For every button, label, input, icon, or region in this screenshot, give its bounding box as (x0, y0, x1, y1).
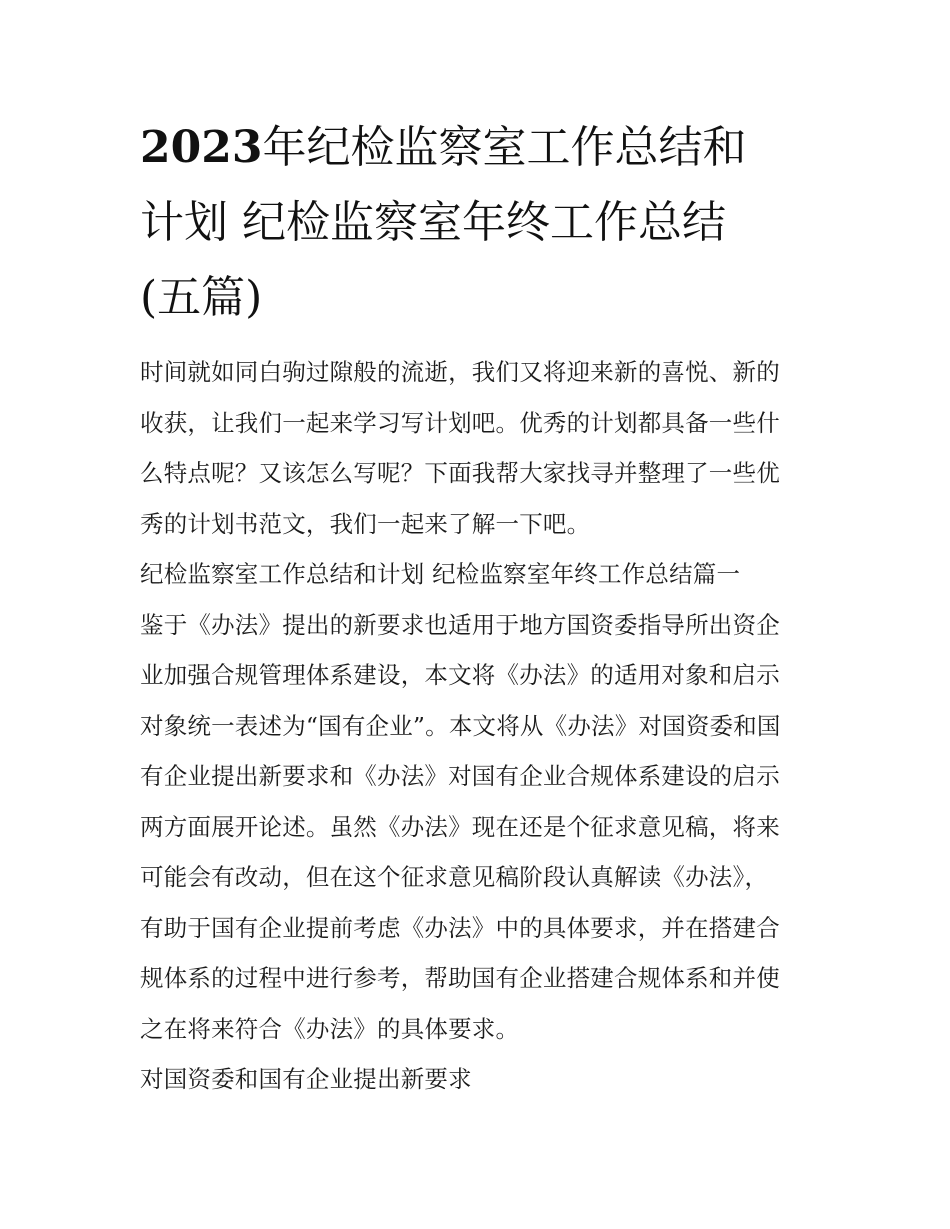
document-body (140, 347, 812, 1105)
body-line: 对象统一表述为“国有企业”。本文将从《办法》对国资委和国 (140, 711, 781, 740)
body-line: 业加强合规管理体系建设，本文将《办法》的适用对象和启示 (140, 661, 780, 689)
intro-line: 么特点呢？又该怎么写呢？下面我帮大家找寻并整理了一些优 (140, 459, 780, 487)
title-year: 2023 (140, 122, 263, 173)
intro-line: 收获，让我们一起来学习写计划吧。优秀的计划都具备一些什 (140, 408, 780, 437)
subheading: 对国资委和国有企业提出新要求 (140, 1065, 472, 1093)
document-title (140, 110, 812, 335)
intro-line: 秀的计划书范文，我们一起来了解一下吧。 (140, 509, 591, 538)
title-line-1 (140, 110, 812, 185)
body-line: 规体系的过程中进行参考，帮助国有企业搭建合规体系和并使 (140, 964, 780, 992)
intro-line: 时间就如同白驹过隙般的流逝，我们又将迎来新的喜悦、新的 (140, 358, 780, 386)
section-heading: 纪检监察室工作总结和计划 纪检监察室年终工作总结篇一 (140, 560, 741, 588)
title-line-2: 计划 纪检监察室年终工作总结 (140, 197, 726, 248)
title-line-3: (五篇) (140, 272, 263, 323)
body-line: 有助于国有企业提前考虑《办法》中的具体要求，并在搭建合 (140, 913, 780, 942)
document-page (140, 110, 812, 1105)
title-line-1-rest: 年纪检监察室工作总结和 (262, 122, 747, 173)
body-line: 可能会有改动，但在这个征求意见稿阶段认真解读《办法》， (140, 863, 769, 891)
body-line: 鉴于《办法》提出的新要求也适用于地方国资委指导所出资企 (140, 610, 780, 639)
body-line: 之在将来符合《办法》的具体要求。 (140, 1014, 520, 1043)
body-line: 两方面展开论述。虽然《办法》现在还是个征求意见稿，将来 (140, 812, 780, 841)
body-line: 有企业提出新要求和《办法》对国有企业合规体系建设的启示 (140, 762, 780, 790)
